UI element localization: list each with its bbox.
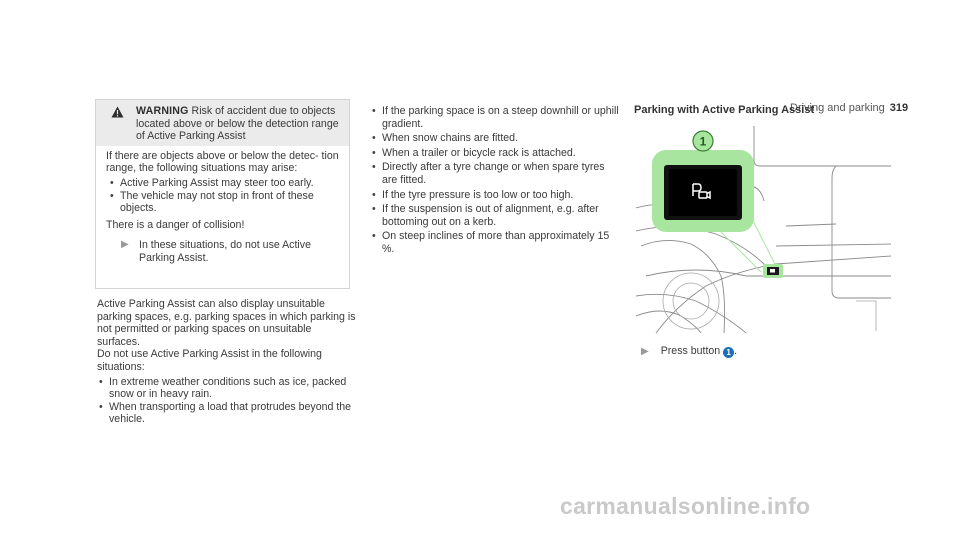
list-item: • In extreme weather conditions such as ice, packed snow or in heavy rain. [97, 376, 357, 401]
warning-step-text: In these situations, do not use Active Parking Assist. [139, 239, 311, 264]
section-name: Driving and parking [790, 102, 885, 114]
list-item: • If the parking space is on a steep downhill or uphill gradient. [370, 105, 622, 130]
paragraph: Active Parking Assist can also display unsuitable parking spaces, e.g. parking spaces in which parking is not permitted or parking spaces on unsuitable surfaces. [97, 298, 356, 348]
step-arrow-icon: ▶ [641, 346, 649, 357]
warning-danger: There is a danger of collision! [106, 218, 245, 231]
list-item: • Active Parking Assist may steer too early. [108, 177, 341, 190]
step-arrow-icon: ▶ [121, 239, 129, 251]
press-text: Press button [660, 345, 724, 357]
press-suffix: . [734, 345, 738, 357]
callout-number: 1 [699, 134, 707, 149]
list-item: • When a trailer or bicycle rack is attached. [370, 147, 622, 160]
section-title: Parking with Active Parking Assist [634, 104, 815, 116]
situations-list [97, 376, 357, 426]
column-middle-text [370, 105, 622, 258]
warning-intro: If there are objects above or below the detec- tion range, the following situations may arise: [106, 149, 339, 175]
situations-list-continued [370, 105, 622, 256]
list-item: • If the tyre pressure is too low or too high. [370, 189, 622, 202]
press-step [636, 345, 891, 359]
warning-bullet-list [106, 177, 341, 215]
warning-step [106, 239, 341, 264]
warning-header [96, 100, 349, 146]
button-number-badge: 1 [723, 347, 734, 358]
warning-box [95, 99, 350, 289]
list-item: • When snow chains are fitted. [370, 132, 622, 145]
list-item: • When transporting a load that protrudes beyond the vehicle. [97, 401, 357, 426]
warning-triangle-icon [111, 106, 124, 118]
list-item: • On steep inclines of more than approximately 15 %. [370, 230, 622, 255]
warning-headline-text: Risk of accident due to objects located above or below the detection range of Active Parking Assist [136, 105, 339, 143]
column-left-text [97, 298, 357, 426]
warning-headline [136, 105, 341, 143]
watermark: carmanualsonline.info [560, 493, 811, 519]
page-number: 319 [889, 102, 909, 114]
list-item: • Directly after a tyre change or when spare tyres are fitted. [370, 161, 622, 186]
list-item: • If the suspension is out of alignment, e.g. after bottoming out on a kerb. [370, 203, 622, 228]
dashboard-figure [636, 126, 891, 333]
list-item: • The vehicle may not stop in front of these objects. [108, 190, 341, 215]
warning-keyword: WARNING [136, 105, 189, 117]
paragraph: Do not use Active Parking Assist in the following situations: [97, 348, 322, 373]
dashboard-illustration [636, 126, 891, 333]
warning-body [96, 146, 349, 265]
